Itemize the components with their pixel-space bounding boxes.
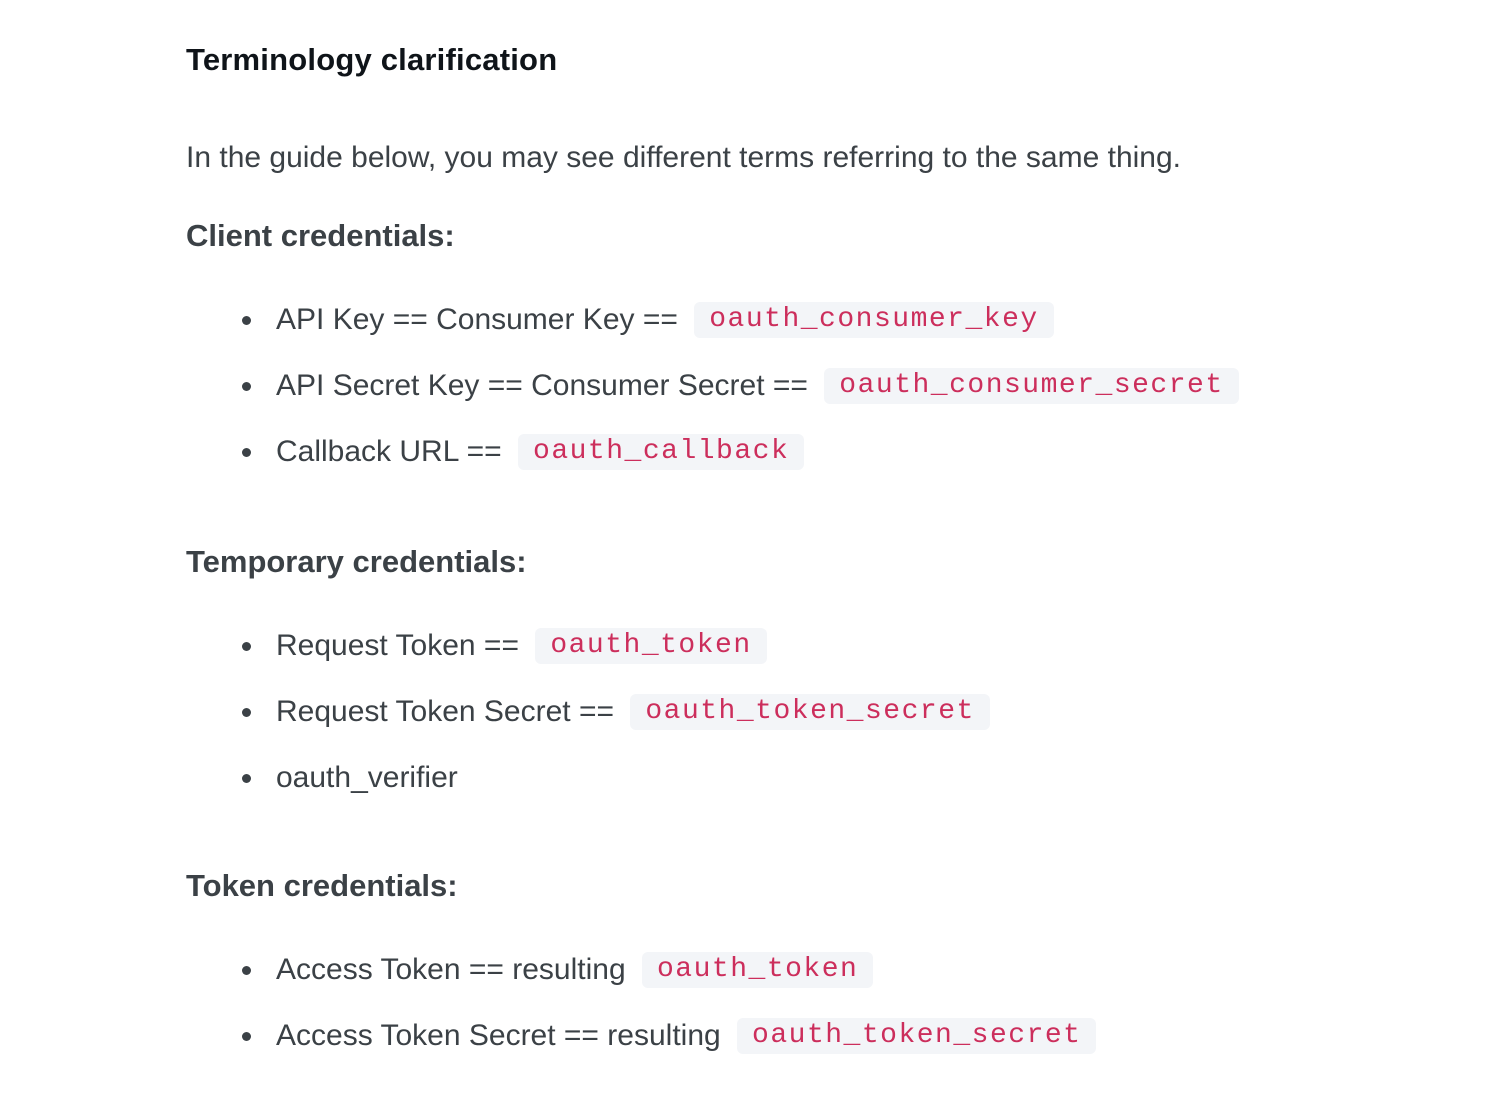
term-text: Callback URL ==: [276, 435, 502, 468]
page-title: Terminology clarification: [186, 42, 558, 77]
list-item: [186, 302, 1239, 368]
inline-code: oauth_token_secret: [737, 1018, 1096, 1054]
list-item: [186, 434, 1239, 500]
list-item: [186, 368, 1239, 434]
temporary-credentials-list: [186, 628, 990, 826]
section-heading-token-credentials: Token credentials:: [186, 868, 458, 903]
bullet-icon: [242, 448, 251, 457]
term-text: Access Token == resulting: [276, 953, 626, 986]
inline-code: oauth_consumer_key: [694, 302, 1053, 338]
bullet-icon: [242, 774, 251, 783]
section-heading-client-credentials: Client credentials:: [186, 218, 455, 253]
term-text: Access Token Secret == resulting: [276, 1019, 721, 1052]
bullet-icon: [242, 1032, 251, 1041]
list-item: [186, 952, 1096, 1018]
bullet-icon: [242, 642, 251, 651]
intro-paragraph: In the guide below, you may see different terms referring to the same thing.: [186, 141, 1181, 174]
list-item: [186, 760, 990, 826]
bullet-icon: [242, 316, 251, 325]
inline-code: oauth_token: [642, 952, 873, 988]
inline-code: oauth_token_secret: [630, 694, 989, 730]
term-text: oauth_verifier: [276, 761, 458, 794]
list-item: [186, 628, 990, 694]
bullet-icon: [242, 382, 251, 391]
section-heading-temporary-credentials: Temporary credentials:: [186, 544, 527, 579]
client-credentials-list: [186, 302, 1239, 500]
list-item: [186, 694, 990, 760]
bullet-icon: [242, 708, 251, 717]
inline-code: oauth_consumer_secret: [824, 368, 1238, 404]
inline-code: oauth_token: [535, 628, 766, 664]
term-text: API Key == Consumer Key ==: [276, 303, 678, 336]
inline-code: oauth_callback: [518, 434, 804, 470]
term-text: Request Token Secret ==: [276, 695, 614, 728]
list-item: [186, 1018, 1096, 1084]
term-text: Request Token ==: [276, 629, 519, 662]
token-credentials-list: [186, 952, 1096, 1084]
term-text: API Secret Key == Consumer Secret ==: [276, 369, 808, 402]
bullet-icon: [242, 966, 251, 975]
